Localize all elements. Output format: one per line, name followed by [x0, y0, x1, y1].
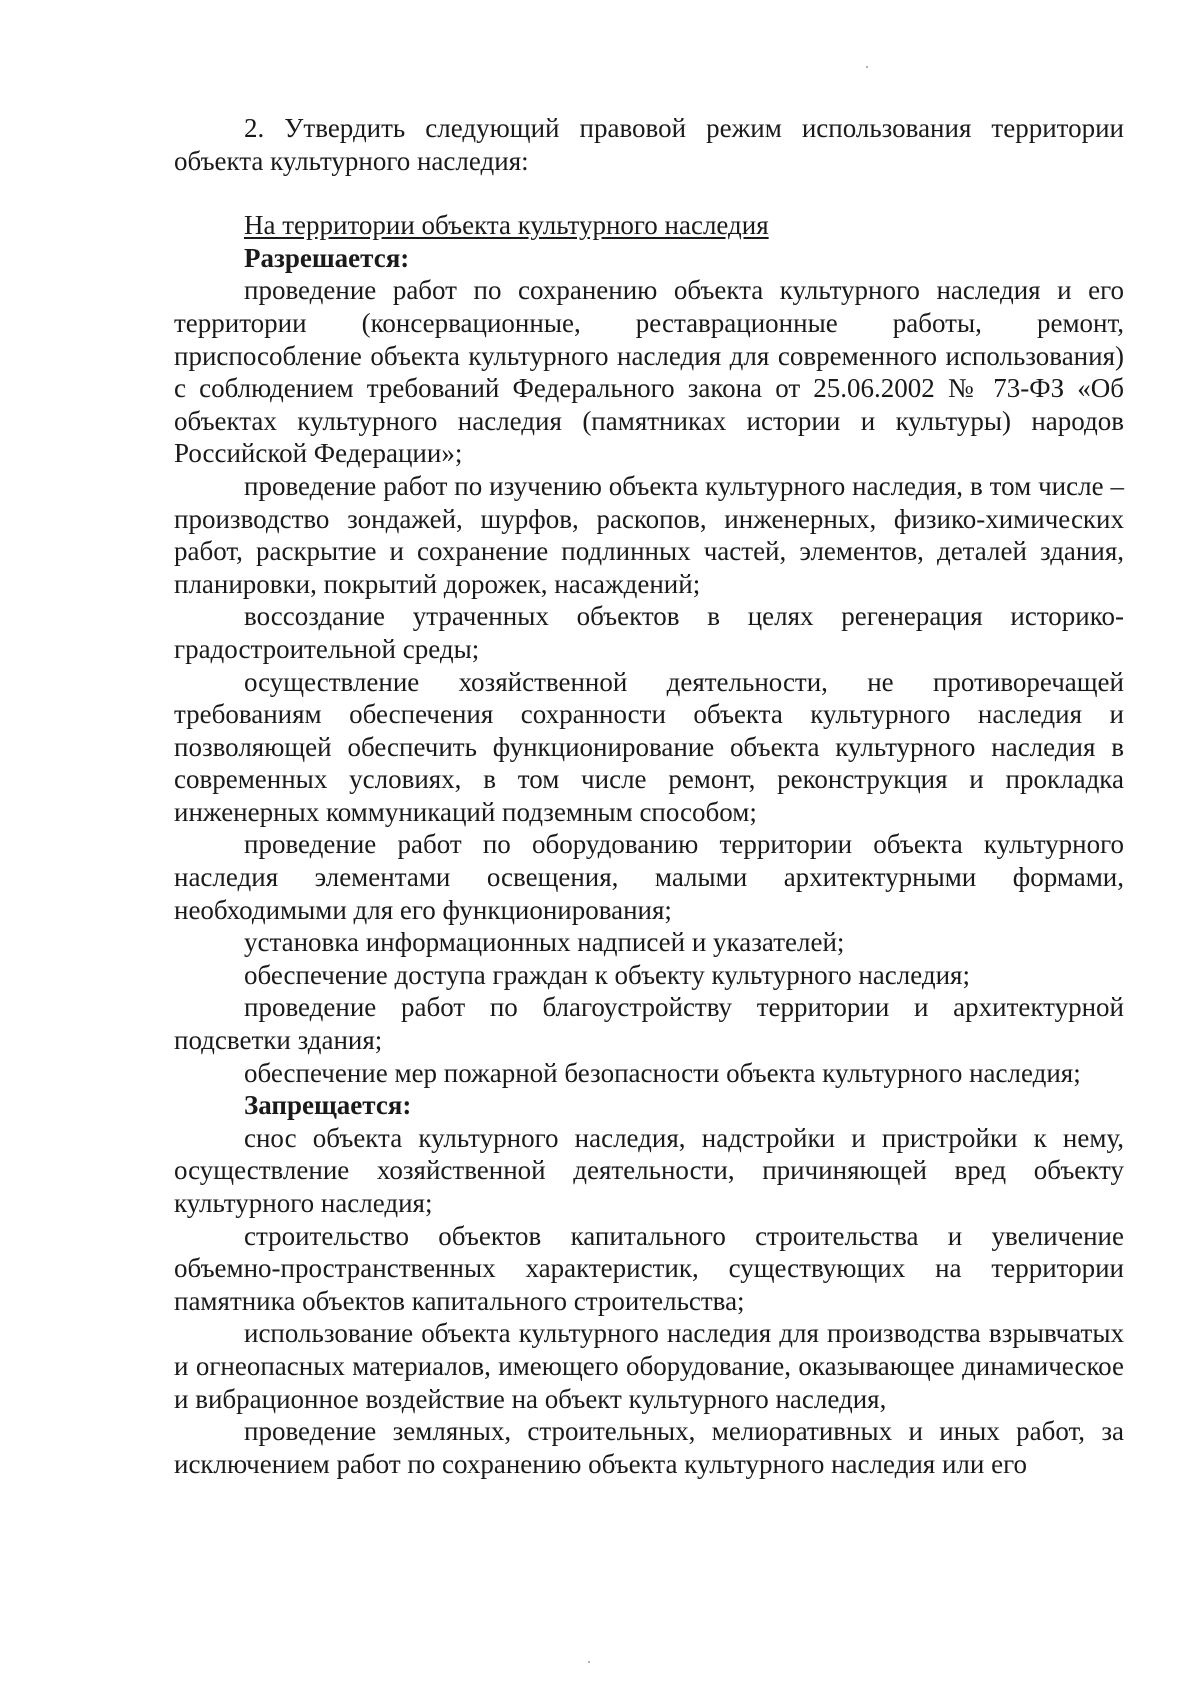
- section-title: На территории объекта культурного наследия: [244, 210, 769, 241]
- allowed-item: проведение работ по сохранению объекта культурного наследия и его территории (консервационные, реставрационные работы, ремонт, приспособление объекта культурного наследия для современного использования) с соблюдением требований Федерального закона от 25.06.2002 № 73-ФЗ «Об объектах культурного наследия (памятниках истории и культуры) народов Российской Федерации»;: [174, 275, 1124, 469]
- allowed-heading: Разрешается:: [244, 242, 410, 273]
- scan-speck: [866, 66, 868, 68]
- allowed-item: проведение работ по благоустройству территории и архитектурной подсветки здания;: [174, 992, 1124, 1056]
- allowed-item: осуществление хозяйственной деятельности, не противоречащей требованиям обеспечения сохранности объекта культурного наследия и позволяющей обеспечить функционирование объекта культурного наследия в современных условиях, в том числе ремонт, реконструкция и прокладка инженерных коммуникаций подземным способом;: [174, 666, 1124, 827]
- allowed-item: проведение работ по оборудованию территории объекта культурного наследия элементами освещения, малыми архитектурными формами, необходимыми для его функционирования;: [174, 829, 1124, 925]
- prohibited-item: снос объекта культурного наследия, надстройки и пристройки к нему, осуществление хозяйственной деятельности, причиняющей вред объекту культурного наследия;: [174, 1122, 1124, 1218]
- prohibited-item: проведение земляных, строительных, мелиоративных и иных работ, за исключением работ по сохранению объекта культурного наследия или его: [174, 1416, 1124, 1479]
- prohibited-item: использование объекта культурного наследия для производства взрывчатых и огнеопасных материалов, имеющего оборудование, оказывающее динамическое и вибрационное воздействие на объект культурного наследия,: [174, 1318, 1124, 1414]
- prohibited-heading: Запрещается:: [244, 1090, 412, 1121]
- allowed-item: воссоздание утраченных объектов в целях регенерация историко-градостроительной среды;: [174, 601, 1124, 664]
- prohibited-item: строительство объектов капитального строительства и увеличение объемно-пространственных характеристик, существующих на территории памятника объектов капитального строительства;: [174, 1220, 1124, 1316]
- scan-speck: [588, 1661, 590, 1663]
- document-body: [174, 112, 1124, 1480]
- allowed-item: установка информационных надписей и указателей;: [244, 927, 845, 958]
- allowed-item: обеспечение мер пожарной безопасности объекта культурного наследия;: [244, 1057, 1081, 1088]
- allowed-item: проведение работ по изучению объекта культурного наследия, в том числе – производство зондажей, шурфов, раскопов, инженерных, физико-химических работ, раскрытие и сохранение подлинных частей, элементов, деталей здания, планировки, покрытий дорожек, насаждений;: [174, 470, 1124, 599]
- intro-paragraph: 2. Утвердить следующий правовой режим использования территории объекта культурного наследия:: [174, 113, 1124, 176]
- allowed-item: обеспечение доступа граждан к объекту культурного наследия;: [244, 959, 970, 990]
